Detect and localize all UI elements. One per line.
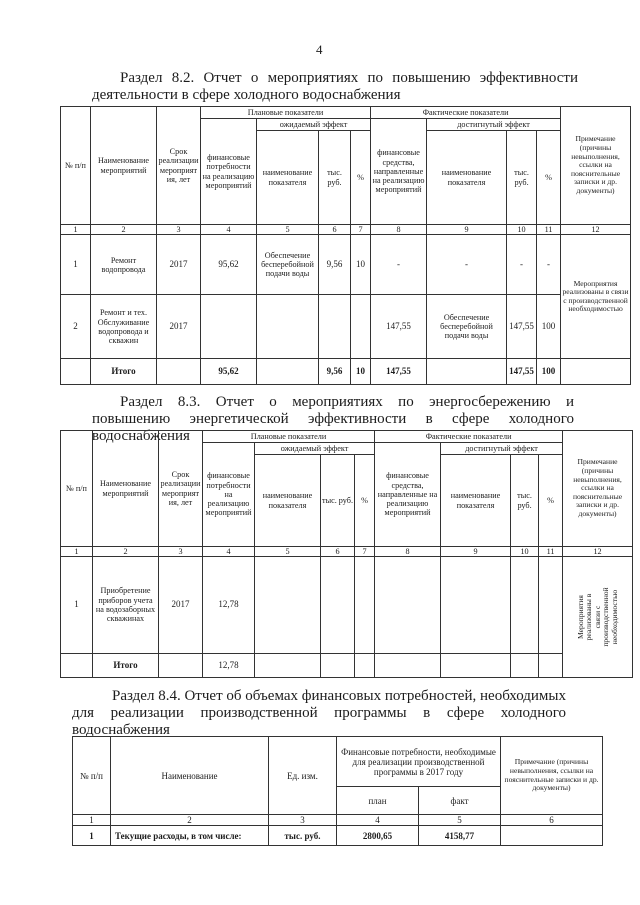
- col-number: 4: [201, 225, 257, 235]
- total-plan-fin: 12,78: [203, 653, 255, 678]
- column-numbers-row: [73, 815, 603, 826]
- header-no: № п/п: [73, 737, 111, 815]
- col-number: 9: [441, 547, 511, 557]
- header-note: Примечание (причины невыполнения, ссылки на пояснительные записки и др. документы): [563, 431, 633, 547]
- header-actual-fin: финансовые средства, направленные на реализацию мероприятий: [371, 119, 427, 225]
- header-effect-pct: %: [351, 131, 371, 225]
- row-name: Текущие расходы, в том числе:: [111, 826, 269, 846]
- row-term: 2017: [159, 557, 203, 653]
- header-planned-effect: ожидаемый эффект: [255, 443, 375, 455]
- col-number: 12: [561, 225, 631, 235]
- row-no: 2: [61, 295, 91, 359]
- header-actual-pct: %: [539, 455, 563, 547]
- col-number: 6: [321, 547, 355, 557]
- row-fact-rub: 147,55: [507, 295, 537, 359]
- header-actual-fin: финансовые средства, направленные на реализацию мероприятий: [375, 443, 441, 547]
- row-no: 1: [73, 826, 111, 846]
- col-number: 8: [371, 225, 427, 235]
- col-number: 10: [511, 547, 539, 557]
- row-plan-fin: 12,78: [203, 557, 255, 653]
- col-number: 1: [61, 547, 93, 557]
- col-number: 7: [351, 225, 371, 235]
- header-effect-name: наименование показателя: [255, 455, 321, 547]
- col-number: 8: [375, 547, 441, 557]
- header-planned: Плановые показатели: [201, 107, 371, 119]
- row-term: 2017: [157, 235, 201, 295]
- total-label: Итого: [91, 359, 157, 385]
- header-actual-effect: достигнутый эффект: [427, 119, 561, 131]
- col-number: 2: [91, 225, 157, 235]
- header-planned-fin: финансовые потребности на реализацию мероприятий: [201, 119, 257, 225]
- section-8-4-table: [72, 736, 603, 846]
- header-planned-fin: финансовые потребности на реализацию мероприятий: [203, 443, 255, 547]
- col-number: 4: [203, 547, 255, 557]
- row-plan-effect-name: [257, 295, 319, 359]
- table-row: [61, 295, 631, 359]
- header-term: Срок реализации мероприятия, лет: [159, 431, 203, 547]
- header-name: Наименование мероприятий: [91, 107, 157, 225]
- row-name: Ремонт водопровода: [91, 235, 157, 295]
- row-plan-fin: [201, 295, 257, 359]
- row-plan-pct: [351, 295, 371, 359]
- total-plan-rub: 9,56: [319, 359, 351, 385]
- header-actual-rub: тыс. руб.: [507, 131, 537, 225]
- header-actual-name: наименование показателя: [441, 455, 511, 547]
- row-plan: 2800,65: [337, 826, 419, 846]
- row-fact-pct: -: [537, 235, 561, 295]
- header-note: Примечание (причины невыполнения, ссылки на пояснительные записки и др. документы): [561, 107, 631, 225]
- total-plan-pct: 10: [351, 359, 371, 385]
- col-number: 1: [73, 815, 111, 826]
- header-actual: Фактические показатели: [371, 107, 561, 119]
- header-actual-pct: %: [537, 131, 561, 225]
- col-number: 9: [427, 225, 507, 235]
- row-plan-rub: [319, 295, 351, 359]
- total-fact-pct: 100: [537, 359, 561, 385]
- col-number: 3: [159, 547, 203, 557]
- col-number: 2: [93, 547, 159, 557]
- col-number: 6: [319, 225, 351, 235]
- col-number: 5: [419, 815, 501, 826]
- header-name: Наименование мероприятий: [93, 431, 159, 547]
- section-8-2-title: Раздел 8.2. Отчет о мероприятиях по повышению эффективности деятельности в сфере холодного водоснабжения: [92, 70, 578, 103]
- col-number: 6: [501, 815, 603, 826]
- section-8-4-title: Раздел 8.4. Отчет об объемах финансовых потребностей, необходимых для реализации производственной программы в сфере холодного водоснабжения: [72, 688, 566, 738]
- header-name: Наименование: [111, 737, 269, 815]
- column-numbers-row: [61, 225, 631, 235]
- row-unit: тыс. руб.: [269, 826, 337, 846]
- header-actual-rub: тыс. руб.: [511, 455, 539, 547]
- total-fact-fin: 147,55: [371, 359, 427, 385]
- col-number: 5: [255, 547, 321, 557]
- row-fact: 4158,77: [419, 826, 501, 846]
- row-term: 2017: [157, 295, 201, 359]
- header-plan: план: [337, 787, 419, 815]
- row-name: Ремонт и тех. Обслуживание водопровода и скважин: [91, 295, 157, 359]
- section-8-2-table: [60, 106, 631, 385]
- row-plan-pct: 10: [351, 235, 371, 295]
- row-plan-fin: 95,62: [201, 235, 257, 295]
- col-number: 3: [269, 815, 337, 826]
- header-effect-rub: тыс. руб.: [319, 131, 351, 225]
- total-fact-rub: 147,55: [507, 359, 537, 385]
- col-number: 2: [111, 815, 269, 826]
- row-plan-rub: 9,56: [319, 235, 351, 295]
- row-note-cell: [563, 557, 633, 678]
- row-no: 1: [61, 557, 93, 653]
- row-fact-pct: 100: [537, 295, 561, 359]
- header-effect-rub: тыс. руб.: [321, 455, 355, 547]
- total-plan-fin: 95,62: [201, 359, 257, 385]
- row-fact-fin: 147,55: [371, 295, 427, 359]
- col-number: 3: [157, 225, 201, 235]
- table-row: [61, 235, 631, 295]
- section-8-3-table: [60, 430, 633, 678]
- col-number: 7: [355, 547, 375, 557]
- col-number: 1: [61, 225, 91, 235]
- col-number: 11: [537, 225, 561, 235]
- header-unit: Ед. изм.: [269, 737, 337, 815]
- header-no: № п/п: [61, 107, 91, 225]
- header-fin: Финансовые потребности, необходимые для реализации производственной программы в 2017 году: [337, 737, 501, 787]
- row-note: Мероприятия реализованы в связи с производственной необходимостью: [575, 587, 619, 647]
- header-note: Примечание (причины невыполнения, ссылки на пояснительные записки и др. документы): [501, 737, 603, 815]
- row-fact-rub: -: [507, 235, 537, 295]
- table-row: [61, 557, 633, 653]
- total-label: Итого: [93, 653, 159, 678]
- table-row: [73, 826, 603, 846]
- header-term: Срок реализации мероприятия, лет: [157, 107, 201, 225]
- header-actual-effect: достигнутый эффект: [441, 443, 563, 455]
- row-note: Мероприятия реализованы в связи с производственной необходимостью: [561, 235, 631, 359]
- row-plan-effect-name: Обеспечение бесперебойной подачи воды: [257, 235, 319, 295]
- header-fact: факт: [419, 787, 501, 815]
- header-actual-name: наименование показателя: [427, 131, 507, 225]
- col-number: 4: [337, 815, 419, 826]
- total-row: [61, 359, 631, 385]
- total-row: [61, 653, 633, 678]
- page-number: 4: [316, 42, 323, 57]
- row-no: 1: [61, 235, 91, 295]
- header-planned: Плановые показатели: [203, 431, 375, 443]
- header-no: № п/п: [61, 431, 93, 547]
- col-number: 12: [563, 547, 633, 557]
- section-8-3-title: Раздел 8.3. Отчет о мероприятиях по энергосбережению и повышению энергетической эффективности в сфере холодного водоснабжения: [92, 394, 574, 444]
- row-name: Приобретение приборов учета на водозаборных скважинах: [93, 557, 159, 653]
- header-planned-effect: ожидаемый эффект: [257, 119, 371, 131]
- row-fact-fin: -: [371, 235, 427, 295]
- row-fact-effect-name: -: [427, 235, 507, 295]
- col-number: 10: [507, 225, 537, 235]
- col-number: 5: [257, 225, 319, 235]
- row-fact-effect-name: Обеспечение бесперебойной подачи воды: [427, 295, 507, 359]
- header-effect-name: наименование показателя: [257, 131, 319, 225]
- header-actual: Фактические показатели: [375, 431, 563, 443]
- header-effect-pct: %: [355, 455, 375, 547]
- col-number: 11: [539, 547, 563, 557]
- column-numbers-row: [61, 547, 633, 557]
